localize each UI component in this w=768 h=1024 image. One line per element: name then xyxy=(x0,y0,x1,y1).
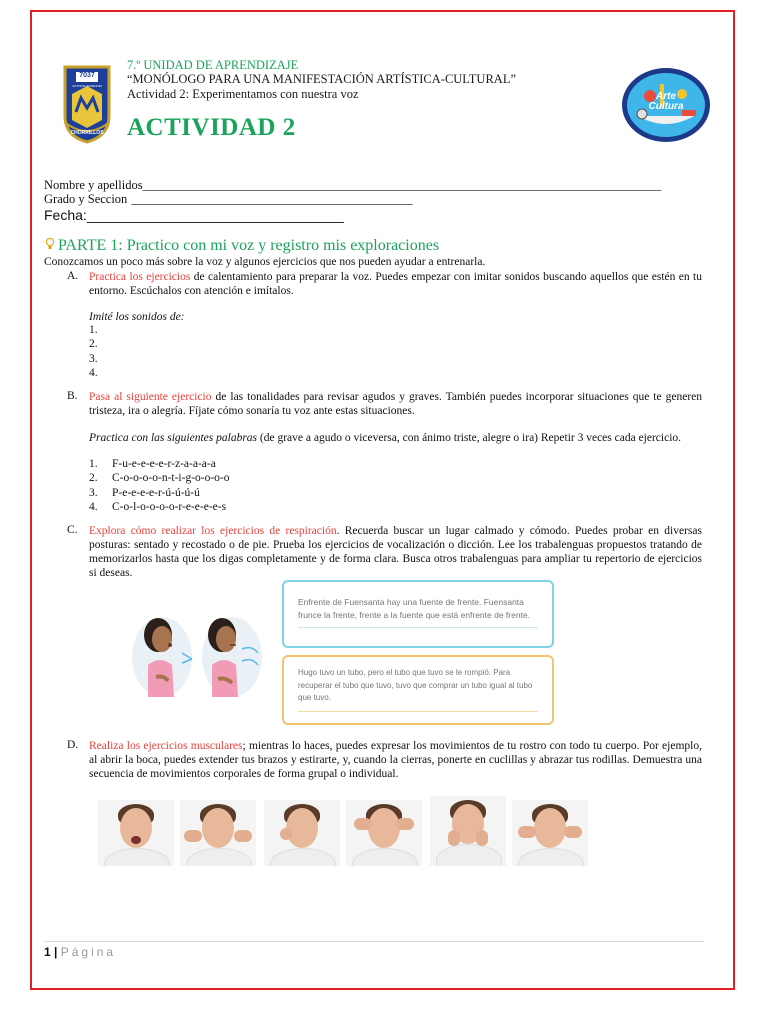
date-label: Fecha: xyxy=(44,207,87,223)
footer-separator: | xyxy=(50,945,61,959)
school-logo-top-text: ANTONIO RAIMONDI xyxy=(72,84,102,88)
section-a-list xyxy=(89,323,98,380)
list-item: 1. xyxy=(89,324,98,336)
list-item: 3. P-e-e-e-e-r-ú-ú-ú-ú xyxy=(89,486,200,499)
list-item: 4. xyxy=(89,366,98,379)
footer-divider xyxy=(44,941,704,942)
section-b-practice-italic: Practica con las siguientes palabras xyxy=(89,432,258,444)
section-d-body: ; mientras lo haces, puedes expresar los movimientos de tu rostro con todo tu cuerpo. Por ejemplo, al abrir la boca, puedes extender tus brazos y estirarte, y, cuando la cierras, ponerte en cuclillas y abrazar tus rodillas. Demuestra una secuencia de movimientos corporales de forma grupal o individual. xyxy=(89,740,702,780)
section-a-imite-label: Imité los sonidos de: xyxy=(89,311,185,323)
section-a-body: de calentamiento para preparar la voz. Puedes empezar con imitar sonidos buscando aquellos que estén en tu entorno. Escúchalos con atención e imítalos. xyxy=(89,271,702,297)
face-exercise-photo xyxy=(430,796,506,866)
section-b-practice-rest: (de grave a agudo o viceversa, con ánimo triste, alegre o ira) Repetir 3 veces cada ejercicio. xyxy=(257,432,682,444)
writing-line xyxy=(298,627,538,628)
tongue-twister-card-1 xyxy=(282,580,554,648)
date-line: _________________________________ xyxy=(86,207,344,223)
art-culture-logo-text: Arte Cultura xyxy=(648,91,684,112)
name-line: ___________________________________________________________________________________ xyxy=(142,178,662,192)
school-logo-year: 7037 xyxy=(79,72,95,79)
part1-heading xyxy=(44,237,439,256)
face-exercise-photo xyxy=(512,800,588,866)
tongue-twister-card-2 xyxy=(282,655,554,725)
school-logo-initials xyxy=(62,88,112,92)
section-a-letter: A. xyxy=(67,270,79,282)
tongue-twister-1-text: Enfrente de Fuensanta hay una fuente de frente. Fuensanta frunce la frente, frente a la fuente que está enfrente de frente. xyxy=(298,597,531,620)
section-a-text xyxy=(89,270,702,298)
school-logo xyxy=(62,64,112,144)
tongue-twister-2-text: Hugo tuvo un tubo, pero el tubo que tuvo se le rompió. Para recuperar el tubo que tuvo, tuvo que comprar un tubo igual al tubo que tuvo. xyxy=(298,668,533,702)
unit-label: 7.º UNIDAD DE APRENDIZAJE xyxy=(127,58,299,72)
section-b-body: de las tonalidades para revisar agudos y graves. También puedes incorporar situaciones que te generen tristeza, ira o alegría. Fíjate cómo sonaría tu voz ante estas situaciones. xyxy=(89,391,702,417)
section-b-letter: B. xyxy=(67,390,78,402)
date-field[interactable] xyxy=(44,208,344,222)
section-b-word-list xyxy=(89,457,230,514)
page-number: 1 xyxy=(44,945,51,959)
breathing-illustration xyxy=(130,605,270,700)
section-b-text xyxy=(89,390,702,418)
section-b-highlight: Pasa al siguiente ejercicio xyxy=(89,391,212,403)
section-c-letter: C. xyxy=(67,524,78,536)
section-a-highlight: Practica los ejercicios xyxy=(89,271,191,283)
section-c-highlight: Explora cómo realizar los ejercicios de respiración xyxy=(89,525,337,537)
grade-field[interactable] xyxy=(44,192,413,206)
unit-subtitle: “MONÓLOGO PARA UNA MANIFESTACIÓN ARTÍSTICA-CULTURAL” xyxy=(127,72,517,86)
list-item: 3. xyxy=(89,352,98,365)
school-logo-bottom-text: CHORRILLOS xyxy=(70,130,104,136)
section-c-body: . Recuerda buscar un lugar calmado y cómodo. Puedes probar en diversas posturas: sentado y recostado o de pie. Prueba los ejercicios de vocalización o dicción. Lee los trabalenguas propuestos tratando de memorizarlos hasta que los digas completamente y de forma clara. Busca otros trabalenguas para ampliar tu repertorio de ejercicios si deseas. xyxy=(89,525,702,579)
face-exercise-photo xyxy=(346,800,422,866)
page-label: Página xyxy=(60,945,117,959)
list-item: 1. F-u-e-e-e-e-r-z-a-a-a-a xyxy=(89,458,216,470)
part1-title: PARTE 1: Practico con mi voz y registro mis exploraciones xyxy=(58,237,440,254)
list-item: 4. C-o-l-o-o-o-o-r-e-e-e-e-s xyxy=(89,500,227,513)
section-c-text xyxy=(89,524,702,580)
list-item: 2. C-o-o-o-o-n-t-i-g-o-o-o-o xyxy=(89,472,230,485)
writing-line xyxy=(298,711,538,712)
part1-intro: Conozcamos un poco más sobre la voz y algunos ejercicios que nos pueden ayudar a entrenarla. xyxy=(44,256,486,268)
lightbulb-icon xyxy=(44,237,58,256)
page-title: ACTIVIDAD 2 xyxy=(127,114,296,141)
page-footer xyxy=(44,945,116,959)
name-field[interactable] xyxy=(44,178,661,192)
art-culture-logo xyxy=(620,66,712,144)
grade-label: Grado y Seccion xyxy=(44,192,128,206)
list-item: 2. xyxy=(89,338,98,351)
section-d-letter: D. xyxy=(67,739,79,751)
face-exercise-photo xyxy=(180,800,256,866)
grade-line: _____________________________________________ xyxy=(131,192,413,206)
name-label: Nombre y apellidos xyxy=(44,178,143,192)
face-exercise-photo xyxy=(264,800,340,866)
section-d-highlight: Realiza los ejercicios musculares xyxy=(89,740,243,752)
section-d-text xyxy=(89,739,702,781)
section-b-practice xyxy=(89,431,702,445)
face-exercise-photo xyxy=(98,800,174,866)
activity-line: Actividad 2: Experimentamos con nuestra voz xyxy=(127,87,359,101)
